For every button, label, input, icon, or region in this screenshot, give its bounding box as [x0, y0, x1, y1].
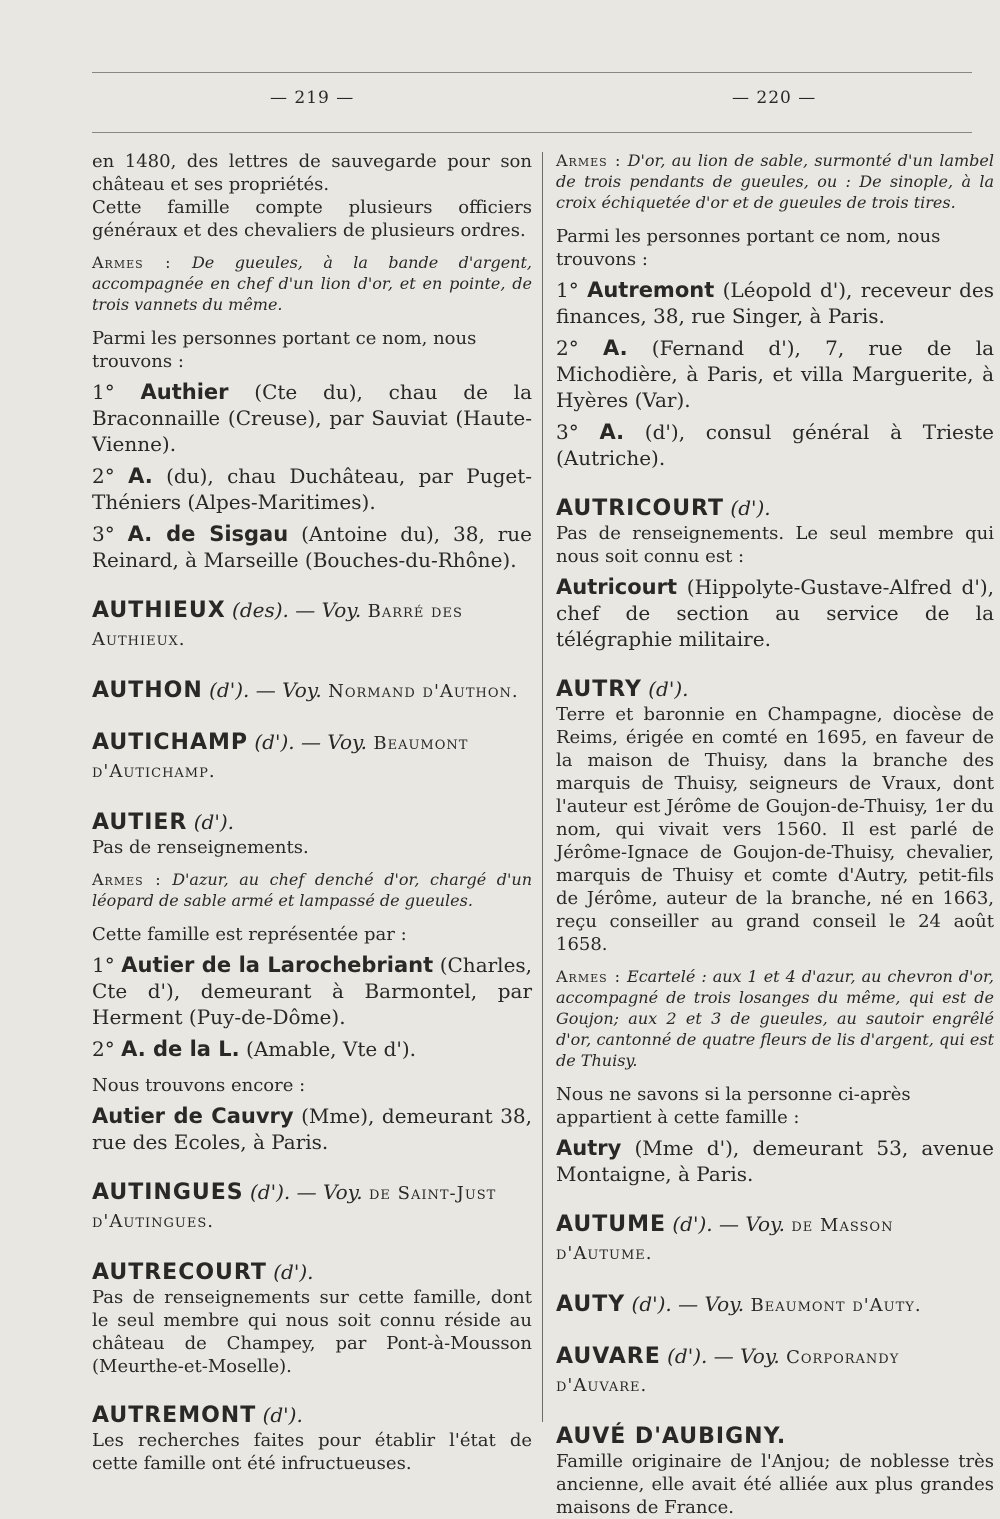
heading-autingues [92, 1179, 532, 1235]
headword: AUVARE [556, 1344, 661, 1369]
headword: AUTINGUES [92, 1180, 244, 1205]
entry-autier-2 [92, 1036, 532, 1062]
headword: AUTRICOURT [556, 496, 725, 521]
heading-autume [556, 1211, 994, 1267]
cross-reference: de Saint-Just d'Autingues. [92, 1183, 497, 1232]
see-also: — Voy. [719, 1212, 786, 1236]
entry-number: 1° [92, 953, 115, 977]
page-number-right: — 220 — [732, 88, 817, 108]
headword: AUTRECOURT [92, 1260, 267, 1285]
armes-text: D'or, au lion de sable, surmonté d'un lambel de trois pendants de gueules, ou : De sinople, à la croix échiquetée d'or et de gueules de trois tires. [556, 151, 994, 212]
entry-title: (Mme), [301, 1104, 375, 1128]
right-column [556, 150, 994, 1519]
top-rule [92, 72, 972, 73]
opening-paragraph: en 1480, des lettres de sauvegarde pour son château et ses propriétés. [92, 151, 532, 195]
heading-autricourt [556, 495, 994, 522]
heading-autremont [92, 1402, 532, 1429]
entry-name: Authier [140, 380, 229, 404]
see-also: — Voy. [678, 1292, 745, 1316]
entry-detail: chau de la Braconnaille (Creuse), par Sauviat (Haute-Vienne). [92, 380, 532, 456]
headword: AUTHIEUX [92, 598, 226, 623]
heading-autry [556, 676, 994, 703]
armes-label: Armes : [92, 870, 162, 889]
particle: (d'). [672, 1212, 713, 1236]
entry-number: 1° [556, 278, 579, 302]
entry-autier-cauvry [92, 1103, 532, 1155]
family-note: Cette famille compte plusieurs officiers généraux et des chevaliers de plusieurs ordres. [92, 197, 532, 241]
page-number-left: — 219 — [270, 88, 355, 108]
entry-title: (Hippolyte-Gustave-Alfred d'), [686, 575, 994, 599]
particle: (d'). [631, 1292, 672, 1316]
entry-name: Autry [556, 1136, 622, 1160]
entry-authier-2 [92, 463, 532, 515]
entry-autier-1 [92, 952, 532, 1030]
entry-title: (du), [166, 464, 214, 488]
armes-label: Armes : [556, 151, 622, 170]
heading-autrecourt [92, 1259, 532, 1286]
autricourt-note: Pas de renseignements. Le seul membre qui nous soit connu est : [556, 523, 994, 567]
entry-detail: consul général à Trieste (Autriche). [556, 420, 995, 470]
entry-name: Autier de Cauvry [92, 1104, 294, 1128]
entry-autry [556, 1135, 994, 1187]
entry-name: Autricourt [556, 575, 678, 599]
autrecourt-text: Pas de renseignements sur cette famille, dont le seul membre qui nous soit connu réside au château de Champey, par Pont-à-Mousson (Meurthe-et-Moselle). [92, 1287, 532, 1377]
see-also: — Voy. [713, 1344, 780, 1368]
entry-autremont-1 [556, 277, 994, 329]
particle: (d'). [730, 496, 771, 520]
entry-detail: 7, rue de la Michodière, à Paris, et villa Marguerite, à Hyères (Var). [556, 336, 995, 412]
see-also: — Voy. [295, 598, 362, 622]
entry-detail: demeurant à Barmontel, par Herment (Puy-de-Dôme). [92, 979, 532, 1029]
armes-text: D'azur, au chef denché d'or, chargé d'un léopard de sable armé et lampassé de gueules. [92, 870, 532, 910]
entry-title: (Amable, Vte d'). [246, 1037, 417, 1061]
entry-number: 3° [92, 522, 115, 546]
cross-reference: Beaumont d'Autichamp. [92, 733, 469, 782]
entry-autremont-3 [556, 419, 994, 471]
entry-detail: demeurant 38, rue des Ecoles, à Paris. [92, 1104, 532, 1154]
armes-authier [92, 252, 532, 315]
entry-title: (Cte du), [254, 380, 363, 404]
entry-authier-3 [92, 521, 532, 573]
cross-reference: Corporandy d'Auvare. [556, 1347, 900, 1396]
autry-savons: Nous ne savons si la personne ci-après appartient à cette famille : [556, 1084, 911, 1128]
heading-autichamp [92, 729, 532, 785]
entry-autremont-2 [556, 335, 994, 413]
armes-autier [92, 869, 532, 911]
column-divider [542, 152, 543, 1422]
header-rule [92, 132, 972, 133]
entry-name: A. [602, 336, 628, 360]
entry-number: 2° [92, 1037, 115, 1061]
headword: AUTHON [92, 678, 203, 703]
cross-reference: Barré des Authieux. [92, 601, 463, 650]
particle: (d'). [254, 730, 295, 754]
armes-autremont [556, 150, 994, 213]
headword: AUTRY [556, 677, 642, 702]
particle: (d'). [667, 1344, 708, 1368]
headword: AUTUME [556, 1212, 667, 1237]
cross-reference: Beaumont d'Auty. [750, 1295, 922, 1316]
entry-title: (Mme d'), [634, 1136, 740, 1160]
see-also: — Voy. [301, 730, 368, 754]
entry-title: (d'), [644, 420, 686, 444]
autier-represented: Cette famille est représentée par : [92, 924, 407, 945]
autier-note: Pas de renseignements. [92, 837, 309, 858]
armes-label: Armes : [92, 253, 172, 272]
entry-number: 2° [556, 336, 579, 360]
particle: (d'). [249, 1180, 291, 1204]
autry-text: Terre et baronnie en Champagne, diocèse de Reims, érigée en comté en 1695, en faveur de la maison de Thuisy, dans la branche des marquis de Thuisy, seigneurs de Vraux, dont l'auteur est Jérôme de Goujon-de-Thuisy, 1er du nom, qui vivait vers 1560. Il est parlé de Jérôme-Ignace de Goujon-de-Thuisy, chevalier, marquis de Thuisy et comte d'Autry, petit-fils de Jérôme, auteur de la branche, né en 1663, reçu conseiller au grand conseil le 24 août 1658. [556, 704, 994, 955]
left-column [92, 150, 532, 1475]
entry-title: (Charles, Cte d'), [92, 953, 533, 1003]
autremont-text: Les recherches faites pour établir l'état de cette famille ont été infructueuses. [92, 1430, 532, 1474]
heading-auve-daubigny [556, 1423, 994, 1450]
heading-auty [556, 1291, 994, 1319]
armes-text: Ecartelé : aux 1 et 4 d'azur, au chevron d'or, accompagné de trois losanges du même, qui est de Goujon; aux 2 et 3 de gueules, au sautoir engrêlé d'or, cantonné de quatre fleurs de lis d'argent, qui est de Thuisy. [556, 967, 994, 1070]
entry-name: Autier de la Larochebriant [121, 953, 434, 977]
entry-name: A. de Sisgau [127, 522, 289, 546]
armes-text: De gueules, à la bande d'argent, accompagnée en chef d'un lion d'or, et en pointe, de trois vannets du même. [92, 253, 532, 314]
cross-reference: Normand d'Authon. [328, 681, 519, 702]
autier-encore: Nous trouvons encore : [92, 1075, 306, 1096]
parmi-intro: Parmi les personnes portant ce nom, nous trouvons : [92, 328, 477, 372]
auve-text: Famille originaire de l'Anjou; de noblesse très ancienne, elle avait été alliée aux plus grandes maisons de France. [556, 1451, 994, 1518]
headword: AUTY [556, 1292, 626, 1317]
entry-title: (Fernand d'), [651, 336, 801, 360]
entry-name: A. [128, 464, 153, 488]
entry-number: 2° [92, 464, 115, 488]
particle: (d'). [273, 1260, 314, 1284]
entry-number: 3° [556, 420, 579, 444]
entry-title: (Léopold d'), [722, 278, 853, 302]
parmi-intro-right: Parmi les personnes portant ce nom, nous trouvons : [556, 226, 941, 270]
entry-authier-1 [92, 379, 532, 457]
entry-name: A. de la L. [121, 1037, 240, 1061]
entry-name: A. [599, 420, 625, 444]
headword: AUTREMONT [92, 1403, 257, 1428]
headword: AUTIER [92, 810, 188, 835]
entry-detail: receveur des finances, 38, rue Singer, à Paris. [556, 278, 995, 328]
armes-autry [556, 966, 994, 1071]
particle: (d'). [209, 678, 250, 702]
particle: (des). [232, 598, 289, 622]
heading-auvare [556, 1343, 994, 1399]
entry-detail: 38, rue Reinard, à Marseille (Bouches-du-Rhône). [92, 522, 533, 572]
entry-detail: chau Duchâteau, par Puget-Théniers (Alpes-Maritimes). [92, 464, 533, 514]
see-also: — Voy. [255, 678, 322, 702]
particle: (d'). [262, 1403, 303, 1427]
entry-detail: demeurant 53, avenue Montaigne, à Paris. [556, 1136, 995, 1186]
entry-title: (Antoine du), [301, 522, 441, 546]
heading-authon [92, 677, 532, 705]
headword: AUTICHAMP [92, 730, 249, 755]
armes-label: Armes : [556, 967, 622, 986]
particle: (d'). [193, 810, 234, 834]
particle: (d'). [648, 677, 689, 701]
entry-name: Autremont [587, 278, 715, 302]
cross-reference: de Masson d'Autume. [556, 1215, 894, 1264]
heading-authieux [92, 597, 532, 653]
heading-autier [92, 809, 532, 836]
see-also: — Voy. [296, 1180, 363, 1204]
entry-number: 1° [92, 380, 115, 404]
entry-detail: chef de section au service de la télégraphie militaire. [556, 601, 994, 651]
headword: AUVÉ D'AUBIGNY. [556, 1424, 787, 1449]
entry-autricourt [556, 574, 994, 652]
